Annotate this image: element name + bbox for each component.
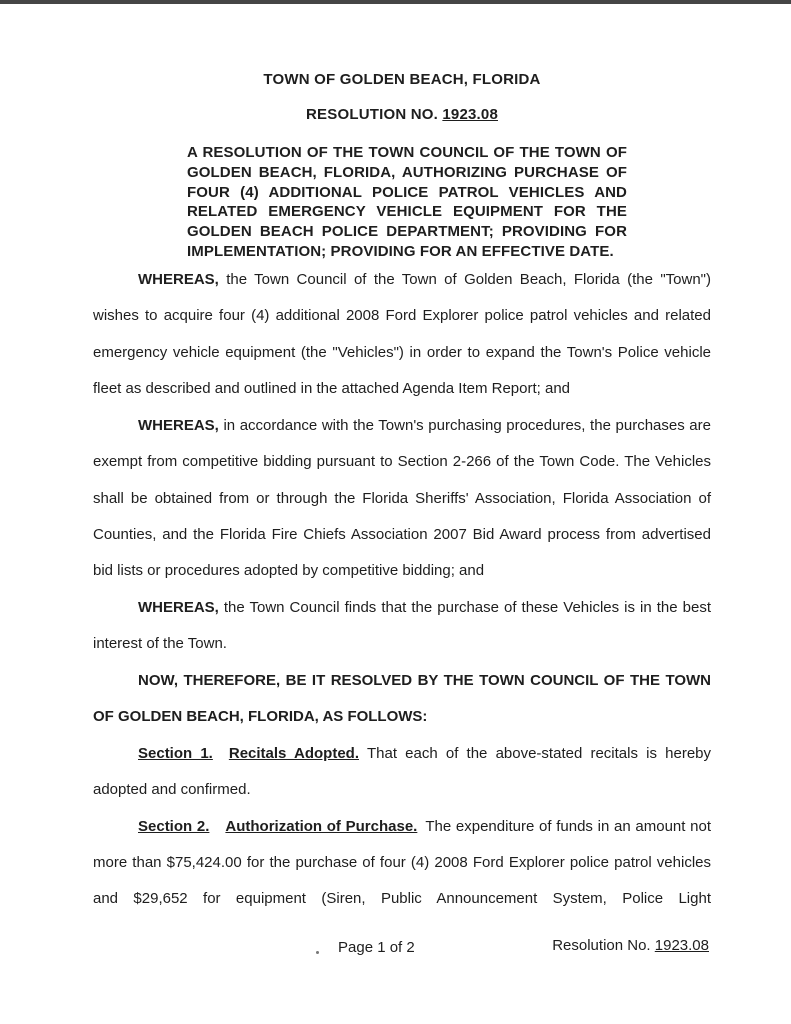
whereas-lead-2: WHEREAS, — [138, 416, 219, 434]
resolution-document — [93, 70, 711, 918]
footer-resolution — [552, 937, 709, 954]
recital-text-3: the Town Council finds that the purchase of these Vehicles is in the best interest of the Town. — [93, 598, 711, 653]
whereas-lead-3: WHEREAS, — [138, 598, 219, 616]
section-1-number: Section 1. — [138, 744, 213, 762]
whereas-lead-1: WHEREAS, — [138, 270, 219, 288]
resolution-number-value: 1923.08 — [442, 106, 498, 123]
page-indicator: Page 1 of 2 — [338, 939, 415, 956]
recital-paragraph-3 — [93, 590, 711, 663]
section-2-text: The expenditure of funds in an amount not more than $75,424.00 for the purchase of four (4) 2008 Ford Explorer police patrol vehicles and $29,652 for equipment (Siren, Public Announcement System, Police Light — [93, 817, 711, 908]
footer-resolution-number: 1923.08 — [654, 937, 709, 954]
scan-edge-artifact — [0, 0, 791, 4]
resolution-number-heading — [93, 105, 711, 125]
section-1-text: That each of the above-stated recitals is hereby adopted and confirmed. — [93, 744, 711, 799]
resolution-summary: A RESOLUTION OF THE TOWN COUNCIL OF THE TOWN OF GOLDEN BEACH, FLORIDA, AUTHORIZING PURCHASE OF FOUR (4) ADDITIONAL POLICE PATROL VEHICLES AND RELATED EMERGENCY VEHICLE EQUIPMENT FOR THE GOLDEN BEACH POLICE DEPARTMENT; PROVIDING FOR IMPLEMENTATION; PROVIDING FOR AN EFFECTIVE DATE. — [187, 144, 627, 260]
recital-paragraph-1 — [93, 262, 711, 408]
section-1-paragraph — [93, 736, 711, 809]
footer-resolution-label: Resolution No. — [552, 937, 655, 954]
resolution-number-label: RESOLUTION NO. — [306, 106, 443, 123]
recital-paragraph-2 — [93, 408, 711, 590]
section-2-title: Authorization of Purchase. — [225, 817, 418, 835]
scan-artifact-dot — [316, 951, 319, 954]
section-1-title: Recitals Adopted. — [228, 744, 359, 762]
recital-text-1: the Town Council of the Town of Golden Beach, Florida (the "Town") wishes to acquire four (4) additional 2008 Ford Explorer police patrol vehicles and related emergency vehicle equipment (the "Vehicles") in order to expand the Town's Police vehicle fleet as described and outlined in the attached Agenda Item Report; and — [93, 270, 711, 398]
page-title: TOWN OF GOLDEN BEACH, FLORIDA — [263, 71, 541, 88]
section-2-paragraph — [93, 809, 711, 918]
resolved-clause: NOW, THEREFORE, BE IT RESOLVED BY THE TOWN COUNCIL OF THE TOWN OF GOLDEN BEACH, FLORIDA, AS FOLLOWS: — [93, 671, 711, 726]
section-2-number: Section 2. — [138, 817, 210, 835]
recital-text-2: in accordance with the Town's purchasing procedures, the purchases are exempt from competitive bidding pursuant to Section 2-266 of the Town Code. The Vehicles shall be obtained from or through the Florida Sheriffs' Association, Florida Association of Counties, and the Florida Fire Chiefs Association 2007 Bid Award process from advertised bid lists or procedures adopted by competitive bidding; and — [93, 416, 711, 580]
page-footer — [93, 938, 711, 964]
